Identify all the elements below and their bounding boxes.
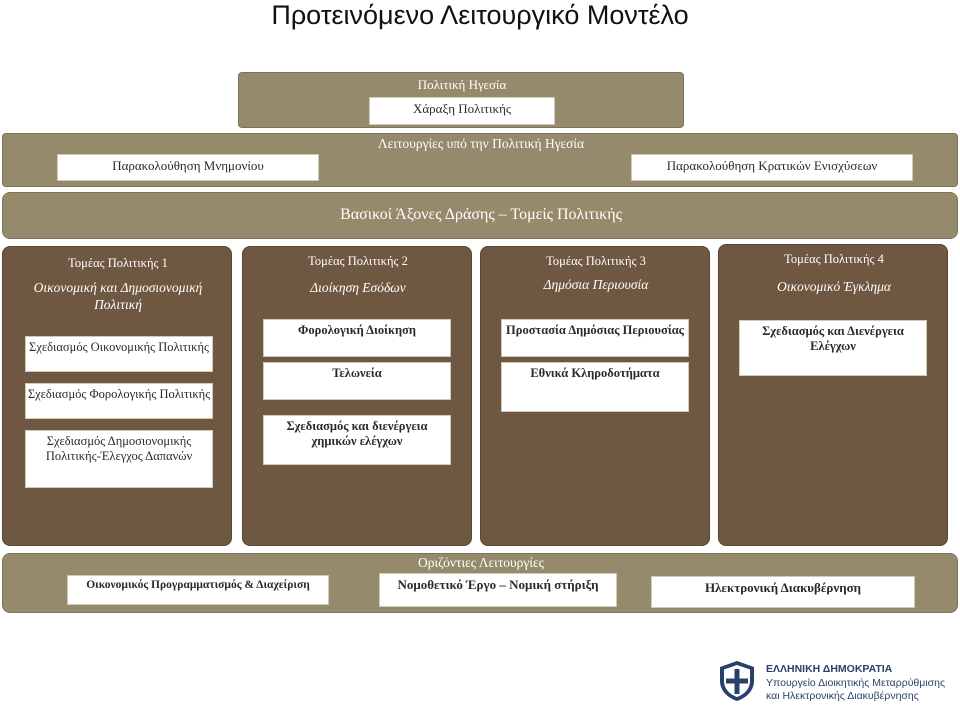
functions-label: Λειτουργίες υπό την Πολιτική Ηγεσία [377,136,585,151]
sector-column-3 [480,246,710,546]
sector-4-item-1: Σχεδιασμός και Διενέργεια Ελέγχων [739,320,927,376]
sector-3-item-1: Προστασία Δημόσιας Περιουσίας [501,319,689,357]
sector-2-subtitle: Διοίκηση Εσόδων [310,280,406,295]
leadership-panel [238,72,684,128]
sector-1-item-1: Σχεδιασμός Οικονομικής Πολιτικής [25,336,213,372]
greek-coat-of-arms-icon [716,659,758,703]
sector-1-item-2: Σχεδιασμός Φορολογικής Πολιτικής [25,383,213,419]
sector-1-heading: Τομέας Πολιτικής 1 [68,256,168,270]
sector-column-1 [2,246,232,546]
functions-panel [2,133,958,187]
page-title: Προτεινόμενο Λειτουργικό Μοντέλο [271,0,689,30]
sector-2-heading: Τομέας Πολιτικής 2 [308,254,408,268]
sector-2-item-1: Φορολογική Διοίκηση [263,319,451,357]
policy-making-box: Χάραξη Πολιτικής [369,97,555,125]
logo-line-3: και Ηλεκτρονικής Διακυβέρνησης [766,690,919,702]
logo-line-2: Υπουργείο Διοικητικής Μεταρρύθμισης [766,677,946,689]
logo-line-1: ΕΛΛΗΝΙΚΗ ΔΗΜΟΚΡΑΤΙΑ [766,663,893,675]
sector-2-item-2: Τελωνεία [263,362,451,400]
ministry-logo [714,657,954,705]
axes-banner [2,192,958,239]
sector-3-item-2: Εθνικά Κληροδοτήματα [501,362,689,412]
sector-2-item-3: Σχεδιασμός και διενέργεια χημικών ελέγχων [263,415,451,465]
sector-4-subtitle: Οικονομικό Έγκλημα [777,279,891,294]
horizontal-item-legislative-work: Νομοθετικό Έργο – Νομική στήριξη [379,573,617,607]
axes-label: Βασικοί Άξονες Δράσης – Τομείς Πολιτικής [340,206,622,223]
memorandum-monitoring-box: Παρακολούθηση Μνημονίου [57,154,319,181]
horizontal-functions-panel [2,553,958,613]
state-aid-monitoring-box: Παρακολούθηση Κρατικών Ενισχύσεων [631,154,913,181]
horizontal-item-financial-planning: Οικονομικός Προγραμματισμός & Διαχείριση [67,575,329,605]
sector-4-heading: Τομέας Πολιτικής 4 [784,252,884,266]
sector-column-4 [718,244,948,546]
sector-1-item-3: Σχεδιασμός Δημοσιονομικής Πολιτικής-Έλεγχος Δαπανών [25,430,213,488]
horizontal-functions-label: Οριζόντιες Λειτουργίες [417,555,545,570]
sector-1-subtitle: Οικονομική και Δημοσιονομική Πολιτική [33,280,203,312]
sector-3-heading: Τομέας Πολιτικής 3 [546,254,646,268]
sector-3-subtitle: Δημόσια Περιουσία [543,277,649,292]
sector-column-2 [242,246,472,546]
leadership-label: Πολιτική Ηγεσία [417,77,507,92]
horizontal-item-e-government: Ηλεκτρονική Διακυβέρνηση [651,576,915,608]
